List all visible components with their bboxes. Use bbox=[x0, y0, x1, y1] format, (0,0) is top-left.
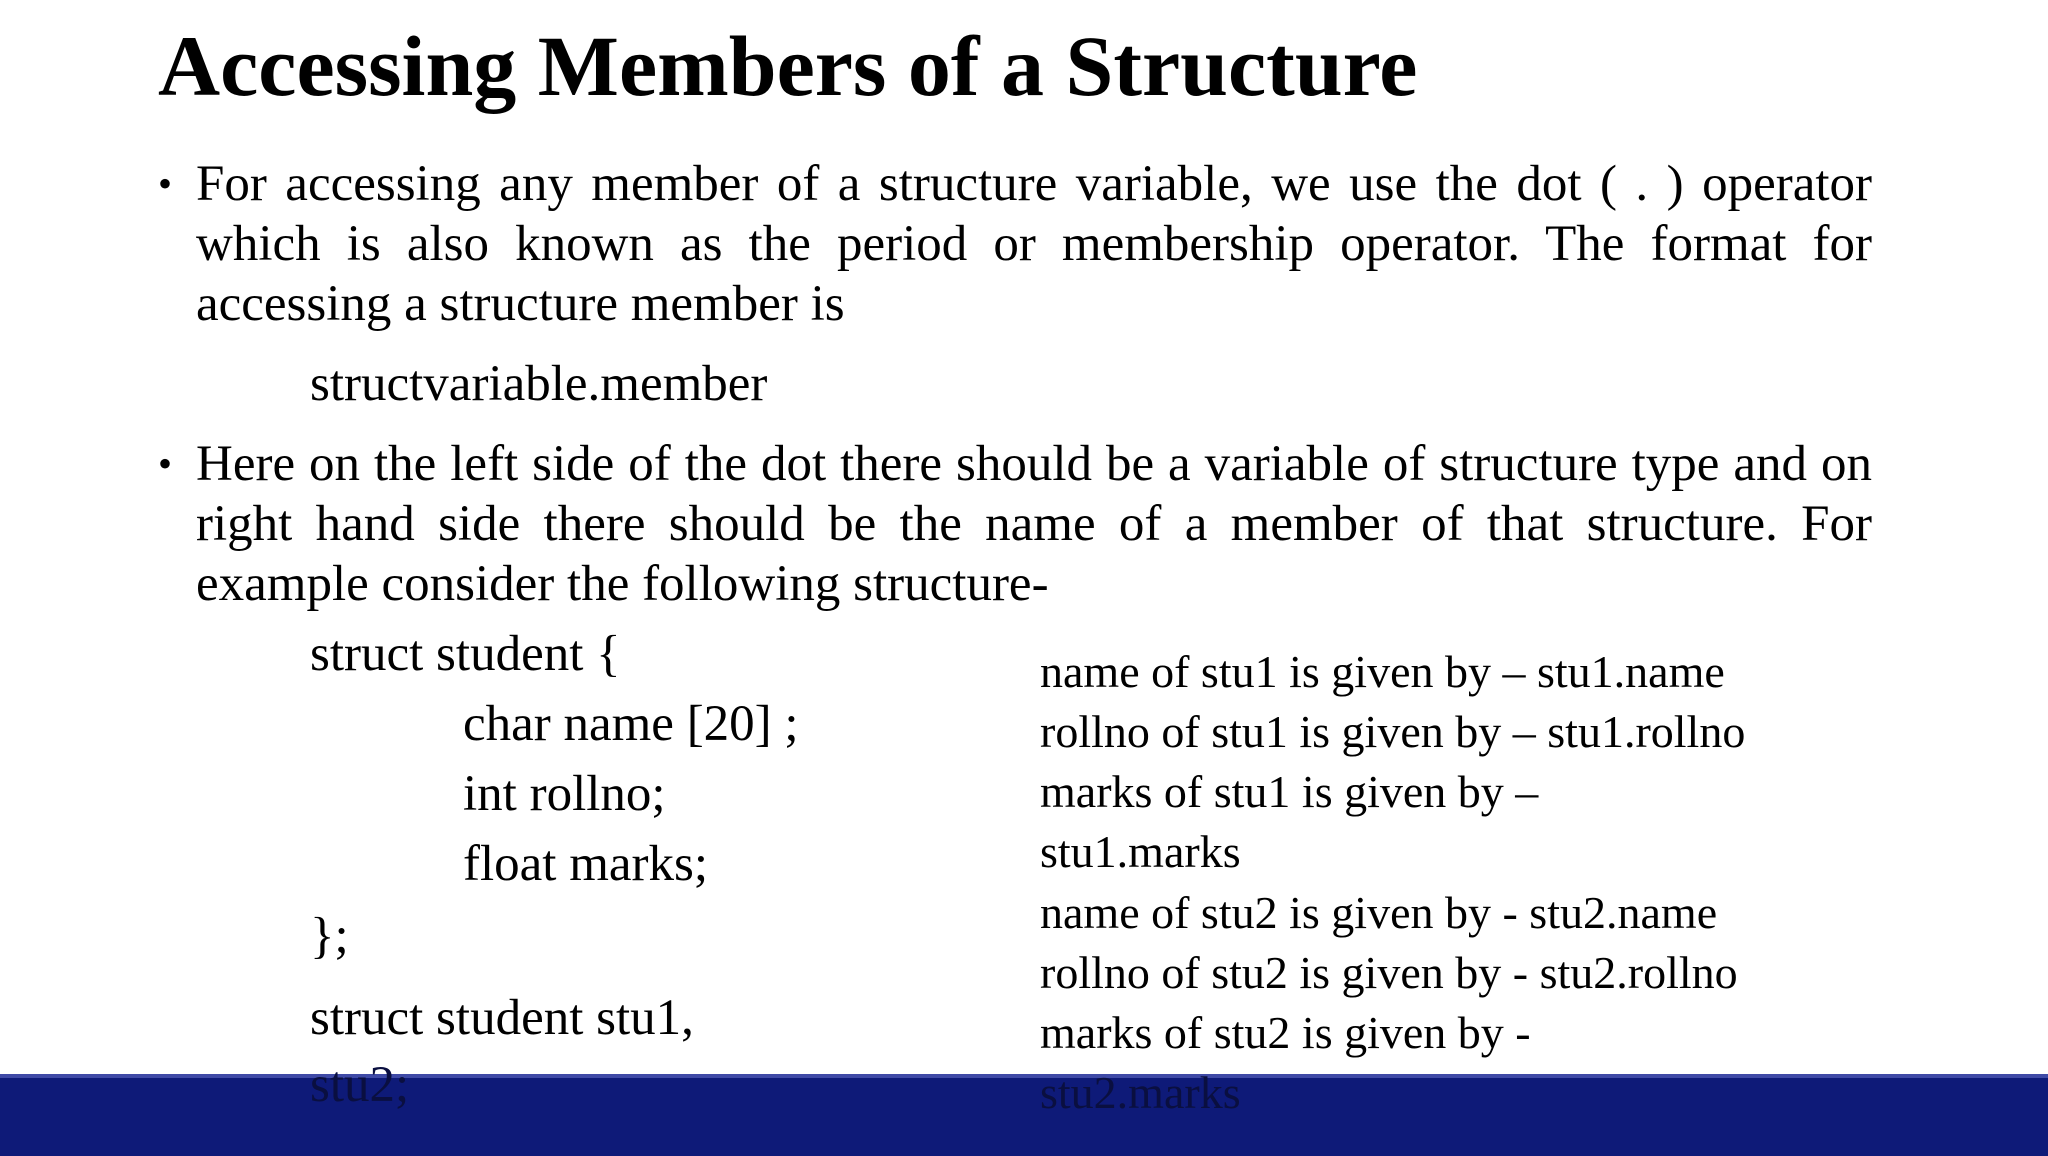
code-line: stu2; bbox=[310, 1057, 410, 1113]
access-line: name of stu1 is given by – stu1.name bbox=[1040, 646, 1725, 697]
code-line: }; bbox=[310, 908, 349, 964]
bullet-text: For accessing any member of a structure variable, we use the dot ( . ) operator which is also known as the period or membership operator. The format for accessing a structure member is bbox=[196, 156, 1872, 332]
code-line: char name [20] ; bbox=[463, 696, 799, 752]
footer-band bbox=[0, 1074, 2048, 1156]
bullet-marker: • bbox=[158, 441, 173, 486]
code-line: float marks; bbox=[463, 836, 709, 892]
bullet-marker: • bbox=[158, 161, 173, 206]
code-line: struct student { bbox=[310, 626, 621, 682]
access-line: rollno of stu1 is given by – stu1.rollno bbox=[1040, 706, 1746, 757]
bullet-point-1 bbox=[158, 154, 1872, 334]
code-line: int rollno; bbox=[463, 766, 666, 822]
access-line: stu2.marks bbox=[1040, 1067, 1241, 1118]
code-line: struct student stu1, bbox=[310, 990, 694, 1046]
bullet-text: Here on the left side of the dot there should be a variable of structure type and on right hand side there should be the name of a member of that structure. For example consider the following structure- bbox=[196, 436, 1872, 612]
access-line: marks of stu2 is given by - bbox=[1040, 1007, 1531, 1058]
access-line: rollno of stu2 is given by - stu2.rollno bbox=[1040, 947, 1738, 998]
slide-title: Accessing Members of a Structure bbox=[158, 18, 1418, 114]
bullet-point-2 bbox=[158, 434, 1872, 614]
access-line: marks of stu1 is given by – bbox=[1040, 766, 1539, 817]
access-line: name of stu2 is given by - stu2.name bbox=[1040, 887, 1718, 938]
syntax-example: structvariable.member bbox=[310, 356, 768, 412]
access-line: stu1.marks bbox=[1040, 826, 1241, 877]
